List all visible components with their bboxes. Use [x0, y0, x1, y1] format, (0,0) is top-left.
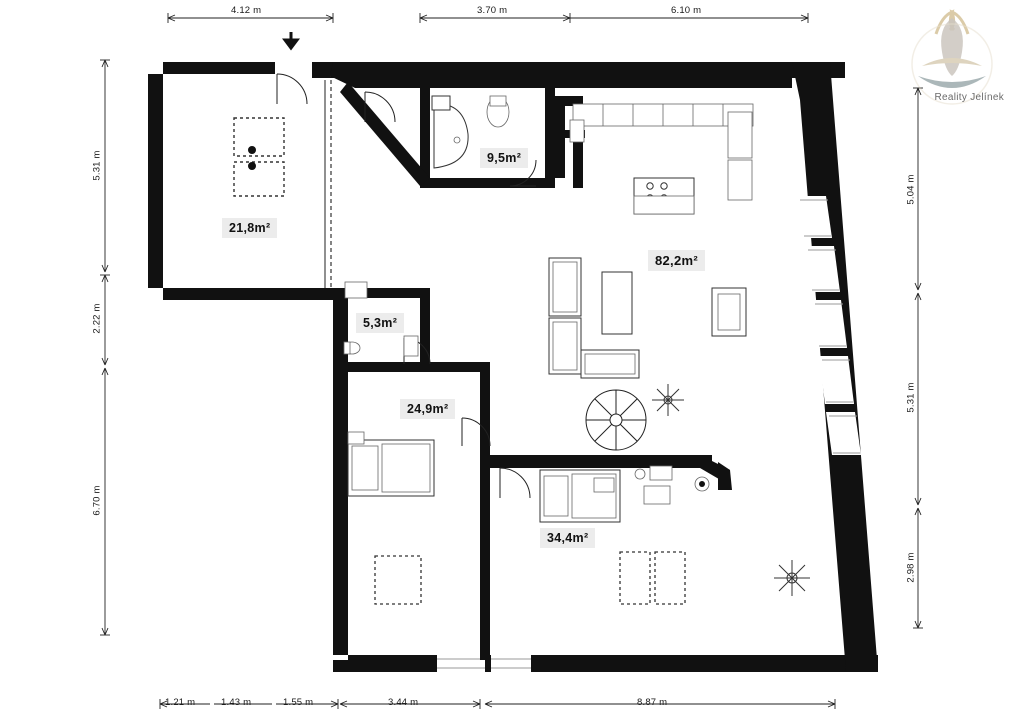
dim-bottom-5: 8.87 m: [637, 697, 668, 708]
dim-left-1: 5.31 m: [91, 150, 103, 181]
area-label-bathroom: 9,5m²: [480, 148, 528, 168]
living-room-furniture: [549, 258, 746, 450]
dim-right-1: 5.04 m: [905, 174, 917, 205]
dim-top-3: 6.10 m: [671, 5, 702, 16]
area-label-bedroom1: 24,9m²: [400, 399, 455, 419]
dim-left-3: 6.70 m: [91, 485, 103, 516]
right-wall-windows: [797, 196, 861, 455]
watermark-text: Reality Jelínek: [934, 92, 1004, 103]
entrance-arrow: [285, 32, 297, 48]
dimension-lines-left: [100, 60, 110, 635]
terrace-outline: [325, 80, 331, 288]
area-label-wc: 5,3m²: [356, 313, 404, 333]
dimension-lines-right: [913, 88, 923, 628]
dimension-lines-bottom: [160, 699, 835, 709]
kitchen: [570, 104, 753, 214]
dim-bottom-4: 3.44 m: [388, 697, 419, 708]
bedroom1-furniture: [348, 432, 434, 604]
dim-right-3: 2.98 m: [905, 552, 917, 583]
dim-bottom-1: 1.21 m: [165, 697, 196, 708]
dim-top-2: 3.70 m: [477, 5, 508, 16]
spiral-staircase: [586, 390, 646, 450]
area-label-bedroom2: 34,4m²: [540, 528, 595, 548]
area-label-terrace: 21,8m²: [222, 218, 277, 238]
terrace-furniture: [234, 118, 284, 196]
dim-bottom-2: 1.43 m: [221, 697, 252, 708]
dim-bottom-3: 1.55 m: [283, 697, 314, 708]
area-label-living: 82,2m²: [648, 250, 705, 271]
entry-door: [277, 74, 307, 104]
dim-left-2: 2.22 m: [91, 303, 103, 334]
dim-right-2: 5.31 m: [905, 382, 917, 413]
dim-top-1: 4.12 m: [231, 5, 262, 16]
interior-walls: [333, 82, 732, 660]
